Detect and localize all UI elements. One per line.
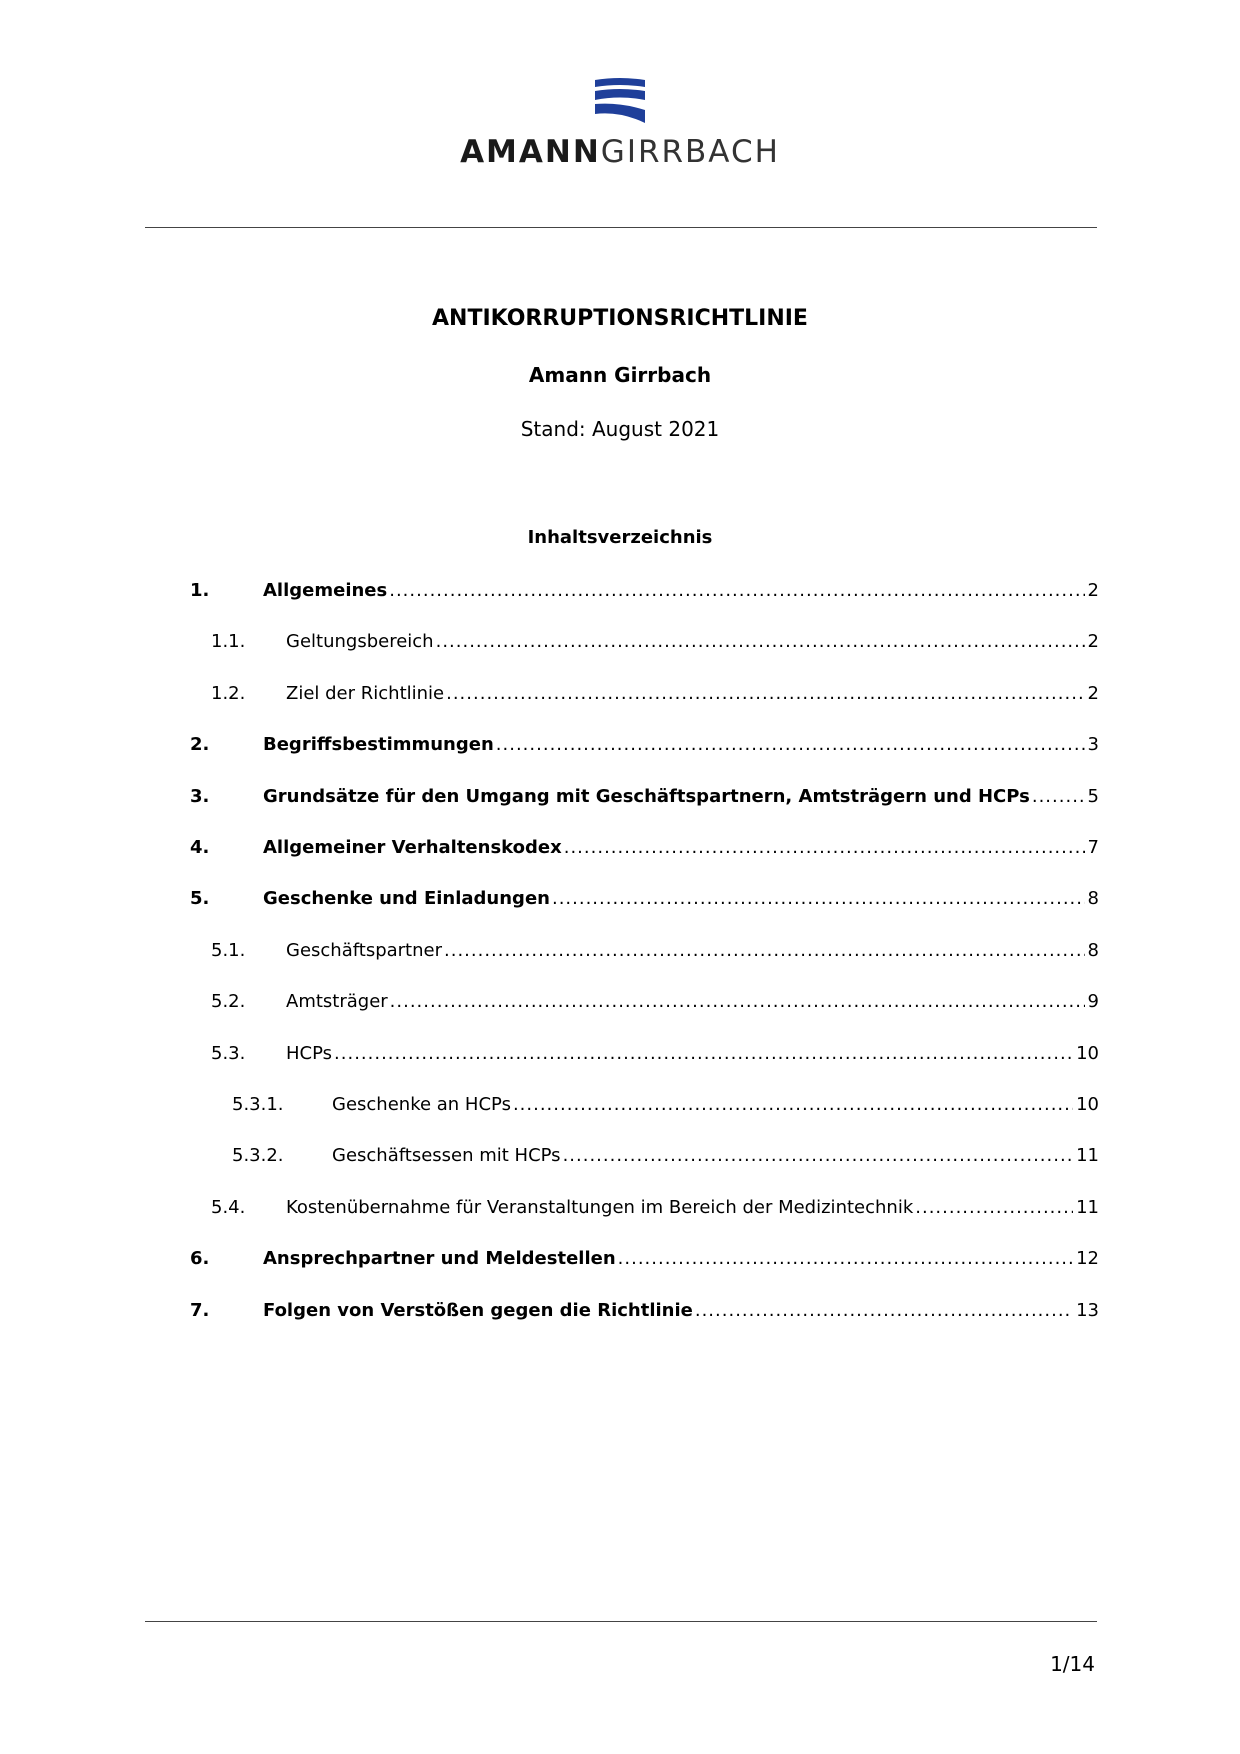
- toc-entry-title: Kostenübernahme für Veranstaltungen im Bereich der Medizintechnik: [286, 1197, 914, 1218]
- toc-entry-page: 8: [1087, 940, 1099, 961]
- toc-dot-leader: [436, 629, 1085, 655]
- toc-entry-number: 5.1.: [211, 940, 246, 961]
- toc-entry-title: Grundsätze für den Umgang mit Geschäftspartnern, Amtsträgern und HCPs: [263, 786, 1030, 807]
- toc-entry-title: Folgen von Verstößen gegen die Richtlinie: [263, 1300, 693, 1321]
- footer-divider: [145, 1621, 1097, 1622]
- toc-dot-leader: [334, 1041, 1073, 1067]
- toc-dot-leader: [563, 1143, 1074, 1169]
- company-name: Amann Girrbach: [528, 363, 712, 387]
- toc-entry[interactable]: [190, 732, 1099, 758]
- toc-entry[interactable]: [190, 784, 1099, 810]
- toc-entry-page: 11: [1076, 1145, 1099, 1166]
- toc-entry-title: Geschenke an HCPs: [332, 1094, 511, 1115]
- toc-entry-number: 5.3.2.: [232, 1145, 284, 1166]
- toc-entry-page: 9: [1087, 991, 1099, 1012]
- toc-entry-number: 4.: [190, 837, 210, 858]
- toc-entry[interactable]: [232, 1143, 1099, 1169]
- toc-entry-page: 10: [1076, 1043, 1099, 1064]
- toc-entry[interactable]: [211, 938, 1099, 964]
- toc-dot-leader: [552, 886, 1085, 912]
- toc-entry[interactable]: [190, 578, 1099, 604]
- toc-entry-title: Geschenke und Einladungen: [263, 888, 550, 909]
- toc-entry-page: 2: [1087, 580, 1099, 601]
- toc-entry-number: 5.3.: [211, 1043, 246, 1064]
- toc-entry[interactable]: [211, 989, 1099, 1015]
- toc-dot-leader: [513, 1092, 1073, 1118]
- toc-entry-page: 3: [1087, 734, 1099, 755]
- toc-entry-title: HCPs: [286, 1043, 333, 1064]
- toc-dot-leader: [389, 578, 1084, 604]
- toc-entry-title: Allgemeiner Verhaltenskodex: [263, 837, 562, 858]
- company-logo: [0, 78, 1240, 170]
- toc-entry-title: Geschäftspartner: [286, 940, 442, 961]
- toc-entry-number: 2.: [190, 734, 210, 755]
- toc-heading: Inhaltsverzeichnis: [527, 527, 713, 548]
- toc-entry-page: 8: [1087, 888, 1099, 909]
- document-date: Stand: August 2021: [520, 417, 720, 441]
- toc-entry[interactable]: [190, 1298, 1099, 1324]
- toc-entry-title: Amtsträger: [286, 991, 388, 1012]
- toc-entry-title: Geschäftsessen mit HCPs: [332, 1145, 561, 1166]
- toc-dot-leader: [695, 1298, 1073, 1324]
- toc-entry-page: 11: [1076, 1197, 1099, 1218]
- toc-entry-number: 1.1.: [211, 631, 246, 652]
- toc-dot-leader: [618, 1246, 1073, 1272]
- toc-entry-title: Ansprechpartner und Meldestellen: [263, 1248, 616, 1269]
- toc-entry[interactable]: [190, 835, 1099, 861]
- toc-entry[interactable]: [190, 886, 1099, 912]
- toc-dot-leader: [915, 1195, 1073, 1221]
- document-title: ANTIKORRUPTIONSRICHTLINIE: [432, 306, 808, 331]
- toc-entry-title: Ziel der Richtlinie: [286, 683, 445, 704]
- toc-entry[interactable]: [211, 681, 1099, 707]
- toc-dot-leader: [446, 681, 1084, 707]
- toc-dot-leader: [1032, 784, 1085, 810]
- toc-entry-page: 7: [1087, 837, 1099, 858]
- toc-entry[interactable]: [211, 629, 1099, 655]
- toc-entry-page: 2: [1087, 683, 1099, 704]
- toc-entry-number: 5.3.1.: [232, 1094, 284, 1115]
- toc-dot-leader: [444, 938, 1085, 964]
- bridge-arcs-icon: [594, 78, 646, 124]
- toc-entry-title: Allgemeines: [263, 580, 388, 601]
- toc-entry[interactable]: [211, 1195, 1099, 1221]
- toc-entry-title: Begriffsbestimmungen: [263, 734, 494, 755]
- toc-entry-number: 3.: [190, 786, 210, 807]
- toc-entry[interactable]: [211, 1041, 1099, 1067]
- toc-entry[interactable]: [190, 1246, 1099, 1272]
- logo-word-light: GIRRBACH: [600, 134, 780, 170]
- toc-entry-number: 7.: [190, 1300, 210, 1321]
- logo-word-strong: AMANN: [460, 134, 601, 170]
- toc-entry[interactable]: [232, 1092, 1099, 1118]
- toc-entry-title: Geltungsbereich: [286, 631, 434, 652]
- toc-entry-number: 6.: [190, 1248, 210, 1269]
- logo-wordmark: [0, 134, 1240, 170]
- toc-entry-number: 1.2.: [211, 683, 246, 704]
- toc-dot-leader: [564, 835, 1085, 861]
- header-divider: [145, 227, 1097, 228]
- toc-entry-page: 12: [1076, 1248, 1099, 1269]
- toc-entry-page: 5: [1087, 786, 1099, 807]
- toc-entry-page: 2: [1087, 631, 1099, 652]
- page-number: 1/14: [1050, 1652, 1095, 1676]
- toc-entry-number: 1.: [190, 580, 210, 601]
- toc-entry-page: 13: [1076, 1300, 1099, 1321]
- toc-entry-page: 10: [1076, 1094, 1099, 1115]
- toc-entry-number: 5.2.: [211, 991, 246, 1012]
- toc-entry-number: 5.4.: [211, 1197, 246, 1218]
- toc-dot-leader: [496, 732, 1085, 758]
- toc-entry-number: 5.: [190, 888, 210, 909]
- toc-dot-leader: [390, 989, 1085, 1015]
